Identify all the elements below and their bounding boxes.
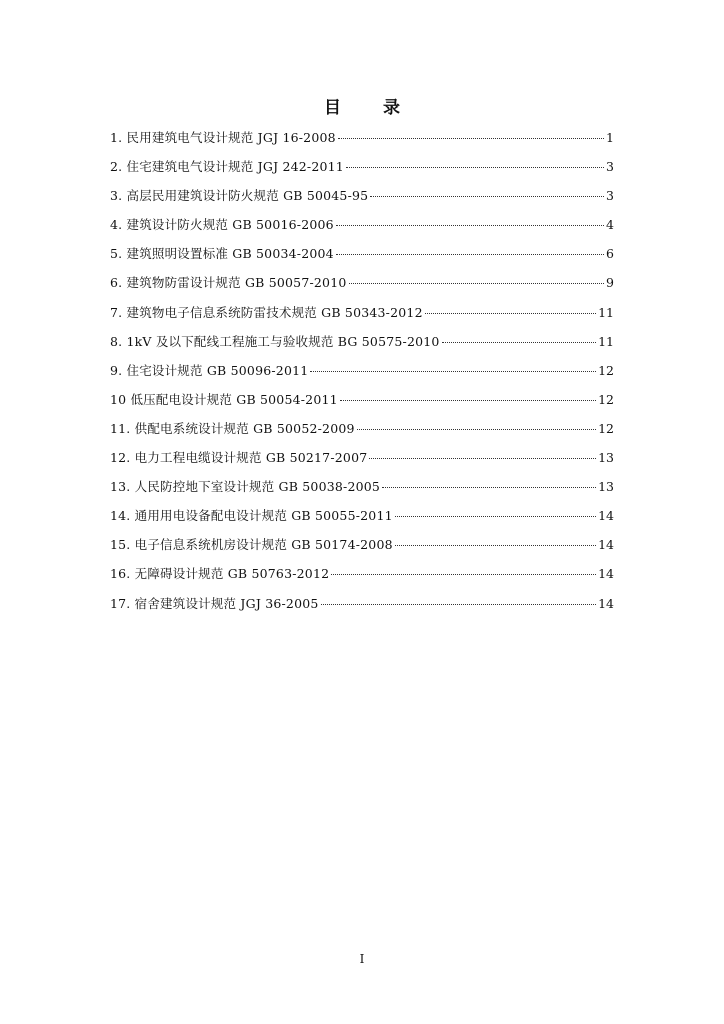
toc-entry-text: 17. 宿舍建筑设计规范 JGJ 36-2005 <box>110 595 319 611</box>
toc-entry-page: 12 <box>598 420 614 436</box>
toc-entry[interactable] <box>110 244 614 273</box>
dot-leader <box>331 574 596 575</box>
dot-leader <box>395 545 596 546</box>
toc-entry[interactable] <box>110 419 614 448</box>
page-number: I <box>359 952 365 966</box>
toc-entry-page: 3 <box>606 159 614 175</box>
toc-entry-text: 12. 电力工程电缆设计规范 GB 50217-2007 <box>110 450 368 466</box>
toc-entry-text: 13. 人民防控地下室设计规范 GB 50038-2005 <box>110 479 381 495</box>
toc-entry-text: 7. 建筑物电子信息系统防雷技术规范 GB 50343-2012 <box>110 304 423 320</box>
dot-leader <box>357 429 596 430</box>
toc-entry-page: 12 <box>598 391 614 407</box>
toc-entry[interactable] <box>110 303 614 332</box>
toc-entry[interactable] <box>110 535 614 564</box>
toc-entry[interactable] <box>110 564 614 593</box>
toc-entry[interactable] <box>110 128 614 157</box>
toc-entry-page: 12 <box>598 362 614 378</box>
dot-leader <box>340 400 596 401</box>
toc-entry-text: 2. 住宅建筑电气设计规范 JGJ 242-2011 <box>110 159 344 175</box>
toc-entry-text: 8. 1kV 及以下配线工程施工与验收规范 BG 50575-2010 <box>110 333 440 349</box>
toc-entry-page: 14 <box>598 595 614 611</box>
toc-entry-page: 14 <box>598 566 614 582</box>
dot-leader <box>442 342 597 343</box>
toc-entry-page: 4 <box>606 217 614 233</box>
toc-entry-text: 16. 无障碍设计规范 GB 50763-2012 <box>110 566 330 582</box>
toc-entry-text: 11. 供配电系统设计规范 GB 50052-2009 <box>110 420 355 436</box>
toc-entry[interactable] <box>110 506 614 535</box>
toc-entry-text: 6. 建筑物防雷设计规范 GB 50057-2010 <box>110 275 347 291</box>
toc-entry-page: 13 <box>598 479 614 495</box>
toc-entry[interactable] <box>110 477 614 506</box>
toc-entry[interactable] <box>110 332 614 361</box>
toc-entry-text: 3. 高层民用建筑设计防火规范 GB 50045-95 <box>110 188 369 204</box>
toc-list <box>110 128 614 623</box>
toc-entry-text: 10 低压配电设计规范 GB 50054-2011 <box>110 391 338 407</box>
dot-leader <box>346 167 604 168</box>
toc-entry-page: 6 <box>606 246 614 262</box>
toc-entry-page: 3 <box>606 188 614 204</box>
toc-entry[interactable] <box>110 448 614 477</box>
toc-entry-page: 14 <box>598 508 614 524</box>
toc-entry[interactable] <box>110 273 614 302</box>
toc-entry-text: 14. 通用用电设备配电设计规范 GB 50055-2011 <box>110 508 393 524</box>
toc-entry-text: 4. 建筑设计防火规范 GB 50016-2006 <box>110 217 334 233</box>
dot-leader <box>336 225 604 226</box>
dot-leader <box>425 313 596 314</box>
dot-leader <box>395 516 596 517</box>
dot-leader <box>310 371 596 372</box>
toc-title: 目 录 <box>324 98 418 118</box>
toc-entry[interactable] <box>110 157 614 186</box>
dot-leader <box>369 458 596 459</box>
toc-entry[interactable] <box>110 215 614 244</box>
toc-entry[interactable] <box>110 361 614 390</box>
toc-entry-text: 5. 建筑照明设置标准 GB 50034-2004 <box>110 246 334 262</box>
toc-entry-text: 1. 民用建筑电气设计规范 JGJ 16-2008 <box>110 130 336 145</box>
toc-entry-page: 11 <box>598 304 614 320</box>
toc-entry-page: 11 <box>598 333 614 349</box>
toc-entry[interactable] <box>110 390 614 419</box>
toc-entry-page: 13 <box>598 450 614 466</box>
dot-leader <box>382 487 596 488</box>
toc-entry-page: 9 <box>606 275 614 291</box>
toc-entry-text: 9. 住宅设计规范 GB 50096-2011 <box>110 362 309 378</box>
toc-entry-page: 14 <box>598 537 614 553</box>
toc-entry-text: 15. 电子信息系统机房设计规范 GB 50174-2008 <box>110 537 393 553</box>
dot-leader <box>370 196 604 197</box>
toc-entry[interactable] <box>110 186 614 215</box>
dot-leader <box>338 138 604 139</box>
toc-entry-page: 1 <box>606 130 614 145</box>
dot-leader <box>321 604 597 605</box>
dot-leader <box>349 283 605 284</box>
toc-entry[interactable] <box>110 594 614 623</box>
dot-leader <box>336 254 604 255</box>
